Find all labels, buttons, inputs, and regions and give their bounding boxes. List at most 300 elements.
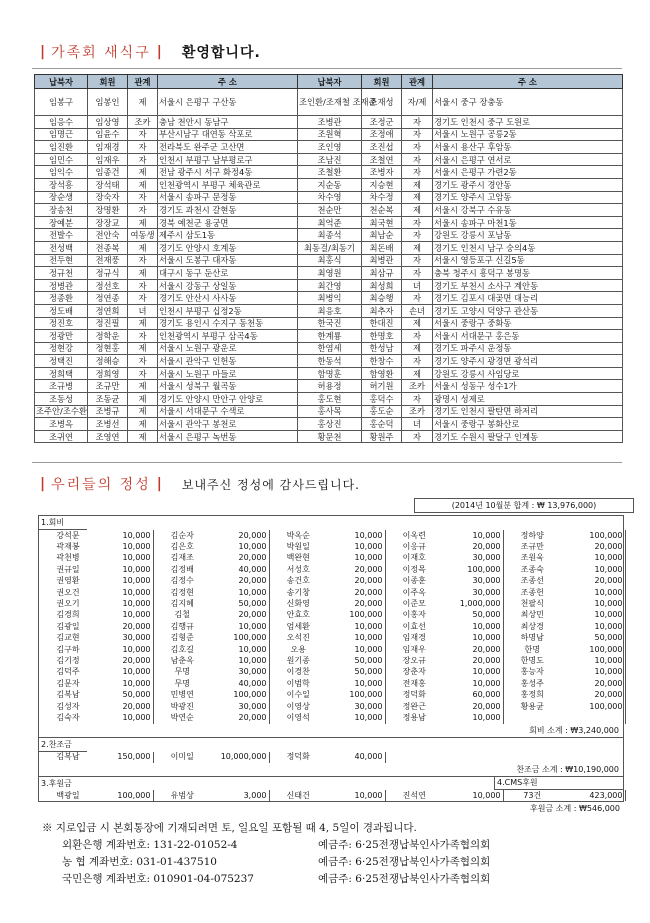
- donor-name: 조종헌: [520, 587, 544, 597]
- table-cell: 차수정: [362, 191, 402, 204]
- table-row: [35, 355, 623, 368]
- donor-name: 장춘자: [402, 667, 426, 677]
- donation-amount: 40,000: [211, 564, 269, 575]
- table-cell: 자: [128, 191, 158, 204]
- donor-name: 이경찬: [286, 667, 310, 677]
- donation-amount: 100,000: [561, 644, 625, 655]
- table-cell: 자: [128, 204, 158, 217]
- table-cell: 최동걸/최동기: [298, 241, 362, 254]
- table-cell: 경기도 광주시 경안동: [433, 178, 623, 191]
- donor-name: 이영상: [286, 701, 310, 711]
- table-cell: 경기도 부천시 소사구 계안동: [433, 279, 623, 292]
- table-cell: 제: [128, 241, 158, 254]
- table-row: [39, 644, 625, 655]
- donation-amount: 20,000: [327, 587, 385, 598]
- donation-amount: 100,000: [327, 689, 385, 700]
- donor-name: 김재조: [170, 553, 194, 563]
- table-cell: 조규만: [88, 380, 128, 393]
- donation-amount: 20,000: [561, 678, 625, 689]
- donor-name: 백광일: [56, 790, 80, 800]
- donation-amount: 20,000: [211, 553, 269, 564]
- table-row: [35, 191, 623, 204]
- donation-amount: 10,000: [211, 587, 269, 598]
- donor-name: 이준모: [402, 599, 426, 609]
- table-cell: 제: [402, 317, 433, 330]
- table-cell: 경기도 안양시 만안구 안양로: [158, 393, 298, 406]
- donor-name: 김철: [174, 610, 190, 620]
- donation-amount: 50,000: [97, 689, 153, 700]
- table-row: [35, 393, 623, 406]
- donation-amount: 20,000: [211, 610, 269, 621]
- donation-amount: 10,000: [327, 633, 385, 644]
- table-cell: 정병관: [35, 279, 88, 292]
- table-cell: 한대진: [362, 317, 402, 330]
- table-cell: 정광만: [35, 330, 88, 343]
- table-cell: 제: [402, 191, 433, 204]
- donor-name: 권오건: [56, 587, 80, 597]
- table-cell: 조주안/조수환: [36, 406, 87, 417]
- table-cell: 광명시 성제로: [433, 393, 623, 406]
- donation-amount: 10,000: [443, 790, 503, 801]
- donor-name: 김정배: [170, 564, 194, 574]
- donor-name: 임재경: [402, 633, 426, 643]
- table-cell: 홍사목: [298, 405, 362, 418]
- section-donations-title: | 우리들의 정성 | 보내주신 정성에 감사드립니다.: [40, 476, 360, 493]
- table-cell: 서울시 중랑구 봉화산로: [433, 418, 623, 431]
- donation-amount: 10,000: [97, 530, 153, 541]
- table-cell: 조카: [402, 405, 433, 418]
- donation-amount: 10,000: [97, 667, 153, 678]
- table-row: [35, 128, 623, 141]
- table-cell: 자: [128, 330, 158, 343]
- table-cell: 자: [402, 430, 433, 443]
- table-cell: 경기도 양주시 고암동: [433, 191, 623, 204]
- table-row: [39, 564, 625, 575]
- donor-name: 박원일: [286, 542, 310, 552]
- donor-name: 권영환: [56, 576, 80, 586]
- table-cell: 홍도현: [298, 393, 362, 406]
- table-cell: 홍순덕: [362, 418, 402, 431]
- donation-amount: 100,000: [443, 564, 503, 575]
- table-cell: 조귀연: [35, 430, 88, 443]
- table-cell: 황원주: [362, 430, 402, 443]
- table-cell: 장순생: [35, 191, 88, 204]
- table-cell: 한국진: [298, 317, 362, 330]
- giro-notice: ※ 지로입금 시 본회통장에 기재되려면 토, 일요일 포함될 때 4, 5일이 경과됩니다.: [42, 822, 417, 834]
- donor-name: 김지혜: [170, 599, 194, 609]
- table-cell: 조영연: [88, 430, 128, 443]
- table-row: [35, 267, 623, 280]
- donor-name: 이재호: [402, 553, 426, 563]
- table-cell: 장석태: [88, 178, 128, 191]
- donor-name: 이영석: [286, 712, 310, 722]
- donor-name: 이옥련: [402, 530, 426, 540]
- section-subtitle: 환영합니다.: [181, 45, 261, 61]
- table-cell: 자: [402, 153, 433, 166]
- table-cell: 자: [402, 330, 433, 343]
- donor-name: 이종훈: [402, 576, 426, 586]
- donation-amount: 10,000: [327, 712, 385, 723]
- section-title-text: 가족회 새식구: [51, 45, 151, 61]
- table-cell: 손녀: [402, 304, 433, 317]
- table-cell: 경기도 고양시 덕양구 관산동: [433, 304, 623, 317]
- donation-amount: 10,000: [327, 530, 385, 541]
- table-cell: 조병옥: [35, 418, 88, 431]
- table-cell: 한성남: [362, 342, 402, 355]
- donation-amount: 10,000: [561, 655, 625, 666]
- table-cell: 서울시 은평구 가련2동: [433, 166, 623, 179]
- table-cell: 자: [402, 166, 433, 179]
- table-cell: 녀: [402, 418, 433, 431]
- donation-amount: 20,000: [211, 530, 269, 541]
- table-cell: 임익수: [35, 166, 88, 179]
- table-row: [35, 153, 623, 166]
- donation-amount: 20,000: [327, 576, 385, 587]
- donation-amount: 20,000: [97, 621, 153, 632]
- table-cell: 자: [402, 116, 433, 129]
- table-cell: 자: [128, 279, 158, 292]
- subtotal: 회비 소계 : ₩3,240,000: [529, 725, 619, 735]
- table-cell: 전라북도 완주군 고산면: [158, 141, 298, 154]
- donation-amount: 100,000: [211, 689, 269, 700]
- donor-name: 송건호: [286, 576, 310, 586]
- table-cell: 전두현: [35, 254, 88, 267]
- table-cell: 최종석: [298, 229, 362, 242]
- donor-name: 신태건: [286, 790, 310, 800]
- table-cell: 서울시 성북구 월곡동: [158, 380, 298, 393]
- table-cell: 정현홍: [88, 342, 128, 355]
- table-cell: 자: [402, 292, 433, 305]
- table-cell: 천순만: [298, 204, 362, 217]
- donation-amount: 20,000: [561, 541, 625, 552]
- table-cell: 조병선: [88, 418, 128, 431]
- table-cell: 한명호: [362, 330, 402, 343]
- column-header: 주 소: [433, 75, 623, 89]
- donor-name: 김광일: [56, 621, 80, 631]
- donation-amount: 10,000: [443, 633, 503, 644]
- donation-amount: 10,000: [97, 564, 153, 575]
- donation-amount: 10,000: [561, 667, 625, 678]
- members-table: [34, 74, 623, 443]
- table-cell: 제: [128, 216, 158, 229]
- table-row: [35, 418, 623, 431]
- table-cell: 한계룡: [298, 330, 362, 343]
- table-cell: 서울시 관악구 인헌동: [158, 355, 298, 368]
- table-cell: 조동성: [35, 393, 88, 406]
- support-table: [39, 790, 626, 801]
- table-cell: 최간영: [298, 279, 362, 292]
- table-cell: 자: [128, 153, 158, 166]
- table-row: [39, 553, 625, 564]
- table-cell: 최추자: [362, 304, 402, 317]
- donation-amount: 40,000: [327, 752, 385, 763]
- donor-name: 오용: [290, 644, 306, 654]
- donor-name: 김경희: [56, 610, 80, 620]
- subtotal: 후원금 소계 : ₩546,000: [530, 804, 620, 814]
- table-cell: 정현강: [35, 342, 88, 355]
- table-cell: 경기도 과천시 갈현동: [158, 204, 298, 217]
- donation-amount: 30,000: [443, 576, 503, 587]
- donor-name: 유범상: [170, 790, 194, 800]
- table-row: [39, 621, 625, 632]
- donor-name: 곽재봉: [56, 542, 80, 552]
- table-cell: 조정군: [362, 116, 402, 129]
- table-cell: 제: [128, 380, 158, 393]
- table-cell: 경기도 안산시 사사동: [158, 292, 298, 305]
- table-cell: 조인영: [298, 141, 362, 154]
- table-cell: 제: [128, 342, 158, 355]
- donor-name: 정덕화: [286, 752, 310, 762]
- table-cell: 조카: [402, 380, 433, 393]
- donor-name: 김성자: [56, 701, 80, 711]
- table-cell: 허기원: [362, 380, 402, 393]
- table-row: [39, 633, 625, 644]
- donor-name: 서성호: [286, 564, 310, 574]
- table-cell: 대구시 동구 둔산로: [158, 267, 298, 280]
- donor-name: 조규만: [520, 542, 544, 552]
- table-cell: 장명환: [88, 204, 128, 217]
- group-sponsorship: [38, 738, 624, 777]
- table-cell: 자: [128, 128, 158, 141]
- table-cell: 제: [128, 405, 158, 418]
- notes: [42, 820, 490, 888]
- table-row: [39, 678, 625, 689]
- donation-amount: 10,000: [97, 610, 153, 621]
- table-cell: 서울시 중랑구 중화동: [433, 317, 623, 330]
- table-cell: 조남진: [298, 153, 362, 166]
- table-row: [35, 292, 623, 305]
- table-cell: 서울시 강북구 수유동: [433, 204, 623, 217]
- donation-amount: 100,000: [211, 633, 269, 644]
- table-cell: 자: [402, 393, 433, 406]
- donor-name: 황용균: [520, 701, 544, 711]
- table-cell: 서울시 송파구 마천1동: [433, 216, 623, 229]
- table-cell: 경기도 수원시 팔달구 인계동: [433, 430, 623, 443]
- donation-amount: 10,000: [327, 541, 385, 552]
- table-cell: 전종복: [88, 241, 128, 254]
- group-membership-fees: [38, 515, 624, 738]
- table-cell: 임진환: [35, 141, 88, 154]
- table-row: [35, 342, 623, 355]
- table-row: [35, 241, 623, 254]
- table-cell: 서울시 성동구 성수1가: [433, 380, 623, 393]
- donor-name: 송기창: [286, 587, 310, 597]
- donation-amount: 20,000: [561, 576, 625, 587]
- table-row: [39, 598, 625, 609]
- donation-amount: 50,000: [327, 655, 385, 666]
- table-cell: 최성희: [362, 279, 402, 292]
- table-cell: 경기도 파주시 운정동: [433, 342, 623, 355]
- donor-name: 오석진: [286, 633, 310, 643]
- table-cell: 제: [402, 241, 433, 254]
- table-cell: 서울시 용산구 후암동: [433, 141, 623, 154]
- donation-amount: 20,000: [97, 701, 153, 712]
- donation-amount: 10,000: [211, 621, 269, 632]
- donor-name: 백완현: [286, 553, 310, 563]
- table-cell: 홍덕수: [362, 393, 402, 406]
- donation-amount: 20,000: [561, 689, 625, 700]
- table-cell: 최억준: [298, 216, 362, 229]
- table-row: [35, 116, 623, 129]
- table-cell: 서울시 서대문구 수색로: [158, 405, 298, 418]
- donor-name: 천팔식: [520, 599, 544, 609]
- table-cell: 조철환: [298, 166, 362, 179]
- table-cell: 경기도 안양시 호계동: [158, 241, 298, 254]
- table-cell: 자: [402, 229, 433, 242]
- table-cell: 녀: [402, 279, 433, 292]
- table-cell: 제: [128, 393, 158, 406]
- table-cell: 함명훈: [298, 367, 362, 380]
- table-cell: 조병자: [362, 166, 402, 179]
- table-cell: 정규식: [88, 267, 128, 280]
- donation-amount: 100,000: [327, 610, 385, 621]
- table-cell: 서울시 중구 장충동: [433, 89, 623, 116]
- table-cell: 함영환: [362, 367, 402, 380]
- table-row: [35, 89, 623, 116]
- bank-account: 농 협 계좌번호: 031-01-437510: [62, 856, 217, 868]
- table-cell: 정진필: [88, 317, 128, 330]
- table-cell: 전남 광주시 서구 화정4동: [158, 166, 298, 179]
- table-row: [39, 541, 625, 552]
- table-cell: 최병관: [362, 254, 402, 267]
- group-label: 3.후원금: [41, 779, 72, 789]
- table-cell: 자: [128, 254, 158, 267]
- table-cell: 자: [402, 355, 433, 368]
- table-cell: 제: [402, 204, 433, 217]
- donor-name: 김복남: [56, 690, 80, 700]
- column-header: 납북자: [298, 75, 362, 89]
- donor-name: 남춘옥: [170, 655, 194, 665]
- donation-amount: 1,000,000: [443, 598, 503, 609]
- table-cell: 자: [128, 355, 158, 368]
- section-title-text: 우리들의 정성: [51, 477, 151, 493]
- empty-cell: [385, 752, 625, 763]
- donor-name: 김복남: [56, 752, 80, 762]
- table-cell: 정규천: [35, 267, 88, 280]
- donor-name: 민병연: [170, 690, 194, 700]
- donation-amount: 10,000: [97, 576, 153, 587]
- table-cell: 제: [402, 178, 433, 191]
- table-row: [35, 178, 623, 191]
- table-cell: 지순동: [298, 178, 362, 191]
- table-cell: 정택진: [35, 355, 88, 368]
- table-cell: 최국현: [362, 216, 402, 229]
- table-cell: 전안숙: [88, 229, 128, 242]
- table-cell: 인천시 부평구 십정2동: [158, 304, 298, 317]
- table-cell: 최승행: [362, 292, 402, 305]
- donation-amount: 10,000: [97, 553, 153, 564]
- table-cell: 임응수: [35, 116, 88, 129]
- donor-name: 홍성주: [520, 678, 544, 688]
- donation-amount: 20,000: [211, 712, 269, 723]
- donation-amount: [561, 712, 625, 723]
- column-header: 회원: [362, 75, 402, 89]
- table-cell: 서울시 서대문구 홍은동: [433, 330, 623, 343]
- table-row: [35, 216, 623, 229]
- table-cell: 제: [128, 89, 158, 116]
- table-cell: 자: [128, 141, 158, 154]
- donor-name: 김행규: [170, 621, 194, 631]
- donor-name: 안효호: [286, 610, 310, 620]
- donor-name: 최상민: [520, 610, 544, 620]
- table-row: [39, 689, 625, 700]
- group-support: [38, 777, 624, 802]
- table-row: [35, 430, 623, 443]
- table-cell: 자: [402, 254, 433, 267]
- donation-amount: 30,000: [443, 587, 503, 598]
- donation-amount: 10,000: [97, 587, 153, 598]
- bank-account: 외환은행 계좌번호: 131-22-01052-4: [62, 839, 238, 851]
- table-cell: 경북 예천군 용궁면: [158, 216, 298, 229]
- donation-amount: 150,000: [97, 752, 153, 763]
- donor-name: 김순자: [170, 530, 194, 540]
- table-cell: 제: [128, 317, 158, 330]
- donation-amount: 20,000: [443, 701, 503, 712]
- donation-amount: 10,000: [561, 553, 625, 564]
- table-cell: 강원도 강릉시 사임당로: [433, 367, 623, 380]
- table-header-row: [35, 75, 623, 89]
- donation-amount: 10,000: [443, 530, 503, 541]
- donation-amount: 10,000: [211, 655, 269, 666]
- donor-name: 원기종: [286, 655, 310, 665]
- table-cell: 자: [128, 367, 158, 380]
- donation-amount: 10,000: [561, 621, 625, 632]
- table-cell: 서울시 노원구 마들로: [158, 367, 298, 380]
- table-cell: 경기도 인천시 팔탄면 하저리: [433, 405, 623, 418]
- table-cell: 인천시 부평구 남부평로구: [158, 153, 298, 166]
- table-row: [35, 380, 623, 393]
- donor-name: 김덕주: [56, 667, 80, 677]
- donor-name: 권규일: [56, 564, 80, 574]
- donor-name: 정하양: [520, 530, 544, 540]
- donor-name: 이정목: [402, 564, 426, 574]
- donation-amount: 10,000: [327, 790, 385, 801]
- bank-account-line: [42, 837, 490, 854]
- table-cell: 서울시 노원구 공릉2동: [433, 128, 623, 141]
- sponsorship-table: [39, 752, 625, 763]
- table-cell: 장석흥: [35, 178, 88, 191]
- table-row: [39, 667, 625, 678]
- donor-name: 김문자: [56, 678, 80, 688]
- donor-name: [503, 712, 561, 723]
- donor-name: 무명: [174, 678, 190, 688]
- donation-amount: 100,000: [561, 701, 625, 712]
- bank-account-line: [42, 871, 490, 888]
- table-row: [39, 576, 625, 587]
- table-cell: 제주시 삼도1동: [158, 229, 298, 242]
- donation-amount: 10,000: [443, 712, 503, 723]
- table-cell: 녀: [128, 304, 158, 317]
- table-cell: 자: [402, 141, 433, 154]
- donor-name: 박옥순: [286, 530, 310, 540]
- table-cell: 서울시 송파구 문정동: [158, 191, 298, 204]
- donation-amount: 10,000: [97, 541, 153, 552]
- table-cell: 자/제: [402, 89, 433, 116]
- table-cell: 서울시 영등포구 신길5동: [433, 254, 623, 267]
- donor-name: 임재우: [402, 644, 426, 654]
- donor-name: 조종선: [520, 576, 544, 586]
- table-cell: 차수영: [298, 191, 362, 204]
- table-row: [35, 166, 623, 179]
- divider: [32, 462, 622, 463]
- table-cell: 임종건: [88, 166, 128, 179]
- donation-amount: 30,000: [211, 667, 269, 678]
- donor-name: 정덕화: [402, 690, 426, 700]
- table-row: [35, 304, 623, 317]
- table-cell: 제: [128, 418, 158, 431]
- column-header: 납북자: [35, 75, 88, 89]
- donation-amount: 10,000: [97, 712, 153, 723]
